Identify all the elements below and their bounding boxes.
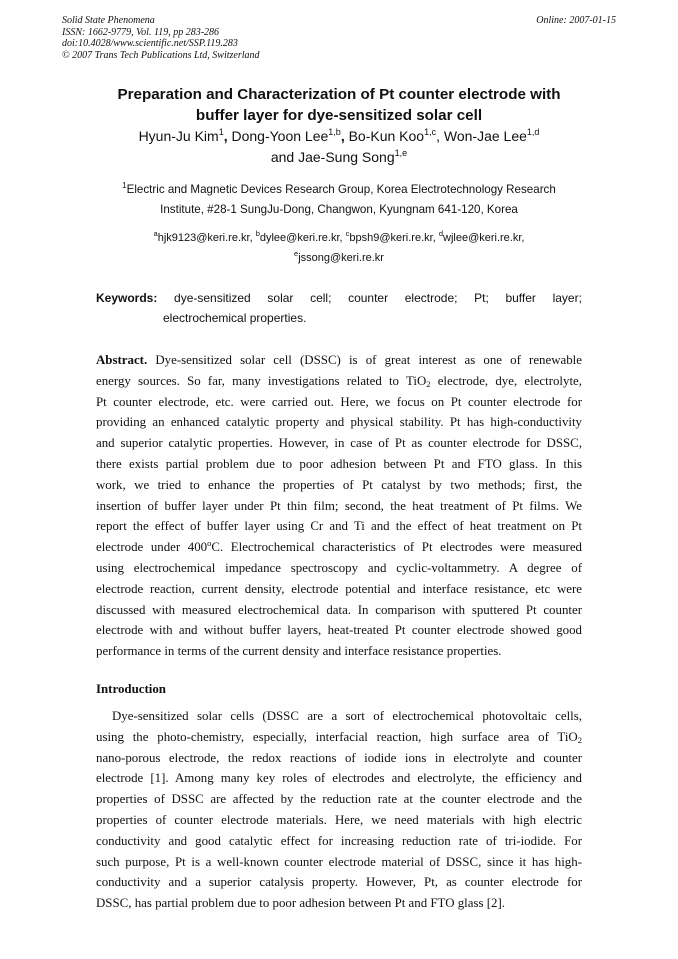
abstract bbox=[96, 350, 582, 662]
section-heading-introduction: Introduction bbox=[96, 682, 166, 696]
intro-line: electrode [1]. Among many key roles of electrodes and electrolyte, the efficiency and bbox=[96, 771, 582, 786]
abstract-line: and superior catalytic properties. However, in case of Pt as counter electrode for DSSC, bbox=[96, 436, 582, 451]
abstract-line: electrode under 400 bbox=[96, 540, 208, 555]
author-sup: 1,c bbox=[424, 127, 437, 137]
email-link[interactable]: wjlee@keri.re.kr, bbox=[443, 232, 525, 244]
email-list bbox=[62, 228, 616, 268]
keyword-word: dye-sensitized bbox=[174, 291, 251, 305]
introduction-body bbox=[96, 706, 582, 914]
author-list: Hyun-Ju Kim$^1$, Dong-Yoon Lee$^{1,b}$, Bo-Kun Koo$^{1,c}$, Won-Jae Lee$^{1,d}$ and Jae-Sung Song$^{1,e}$ bbox=[138, 127, 540, 165]
abstract-label: Abstract. bbox=[96, 353, 148, 367]
abstract-line: report the effect of buffer layer using Cr and Ti and the effect of heat treatment on Pt bbox=[96, 519, 582, 534]
affiliation-sup: 1 bbox=[122, 181, 127, 190]
author-name: Hyun-Ju Kim bbox=[138, 128, 219, 144]
keywords-label: Keywords: bbox=[96, 291, 158, 305]
keyword-word: cell; bbox=[310, 291, 332, 305]
journal-name: Solid State Phenomena bbox=[62, 15, 155, 26]
title-line-2: buffer layer for dye-sensitized solar cell bbox=[195, 107, 483, 124]
author-name: Won-Jae Lee bbox=[443, 128, 527, 144]
email-link[interactable]: hjk9123@keri.re.kr, bbox=[157, 232, 253, 244]
doi-line: doi:10.4028/www.scientific.net/SSP.119.283 bbox=[62, 38, 238, 49]
keyword-word: electrode; bbox=[404, 291, 458, 305]
abstract-line: Dye-sensitized solar cell (DSSC) is of great interest as one of renewable bbox=[155, 353, 582, 367]
affiliation-line-1: Electric and Magnetic Devices Research Group, Korea Electrotechnology Research bbox=[126, 183, 556, 196]
abstract-line: C. Electrochemical characteristics of Pt electrodes were measured bbox=[211, 540, 582, 555]
author-name: Dong-Yoon Lee bbox=[231, 128, 329, 144]
subscript: 2 bbox=[577, 734, 582, 745]
keyword-word: counter bbox=[348, 291, 389, 305]
superscript: o bbox=[207, 538, 212, 549]
abstract-line: Pt counter electrode, etc. were carried out. Here, we focus on Pt counter electrode for bbox=[96, 394, 582, 409]
intro-line: nano-porous electrode, the redox reactions of iodide ions in electrolyte and counter bbox=[96, 750, 582, 765]
email-sup: a bbox=[153, 229, 158, 238]
affiliation bbox=[62, 180, 616, 220]
online-date: Online: 2007-01-15 bbox=[536, 15, 616, 26]
abstract-line: electrode reaction, current density, electrode potential and interface resistance, etc were bbox=[96, 581, 582, 596]
intro-line: using the photo-chemistry, especially, interfacial reaction, high surface area of TiO bbox=[96, 729, 578, 744]
abstract-line: electrode, dye, electrolyte, bbox=[430, 373, 582, 388]
keyword-word: layer; bbox=[552, 291, 582, 305]
abstract-line: insertion of buffer layer under Pt thin film; second, the heat treatment of Pt films. We bbox=[96, 498, 582, 513]
title-line-1: Preparation and Characterization of Pt counter electrode with bbox=[117, 86, 561, 103]
email-link[interactable]: bpsh9@keri.re.kr, bbox=[349, 232, 436, 244]
keywords-line-2: electrochemical properties. bbox=[163, 311, 307, 325]
intro-line: DSSC, has partial problem due to poor adhesion between Pt and FTO glass [2]. bbox=[96, 896, 505, 911]
keyword-word: Pt; bbox=[474, 291, 489, 305]
author-name: Jae-Sung Song bbox=[298, 149, 395, 165]
intro-line: Dye-sensitized solar cells (DSSC are a sort of electrochemical photovoltaic cells, bbox=[112, 709, 582, 723]
subscript: 2 bbox=[426, 378, 431, 389]
author-sup: 1,d bbox=[526, 127, 540, 137]
author-sup: 1,e bbox=[394, 148, 408, 158]
abstract-line: there exists partial problem due to poor adhesion between Pt and FTO glass. In this bbox=[96, 456, 582, 471]
email-sup: e bbox=[294, 249, 299, 258]
abstract-line: providing an enhanced catalytic property and physical stability. Pt has high-conductivity bbox=[96, 415, 582, 430]
intro-line: conductivity and good catalytic effect for increasing reduction rate of tri-iodide. For bbox=[96, 833, 582, 848]
keyword-word: buffer bbox=[505, 291, 536, 305]
email-sup: d bbox=[438, 229, 443, 238]
email-link[interactable]: dylee@keri.re.kr, bbox=[259, 232, 343, 244]
abstract-line: energy sources. So far, many investigations related to TiO bbox=[96, 373, 427, 388]
keyword-word: solar bbox=[267, 291, 294, 305]
intro-line: conductivity and a superior catalysis property. However, Pt, as counter electrode for bbox=[96, 875, 582, 890]
email-sup: c bbox=[345, 229, 350, 238]
copyright-line: © 2007 Trans Tech Publications Ltd, Switzerland bbox=[62, 49, 260, 61]
intro-line: properties of DSSC are affected by the reduction rate at the counter electrode and the bbox=[96, 792, 582, 807]
abstract-line: work, we tried to enhance the properties of Pt catalyst by two methods; first, the bbox=[96, 477, 582, 492]
issn-line: ISSN: 1662-9779, Vol. 119, pp 283-286 bbox=[62, 26, 220, 38]
abstract-line: using electrochemical impedance spectroscopy and cyclic-voltammetry. A degree of bbox=[96, 560, 582, 575]
author-sup: 1,b bbox=[328, 127, 341, 137]
abstract-line: discussed with measured electrochemical data. In comparison with sputtered Pt counter bbox=[96, 602, 582, 617]
affiliation-line-2: Institute, #28-1 SungJu-Dong, Changwon, Kyungnam 641-120, Korea bbox=[160, 203, 518, 216]
abstract-line: electrode with and without buffer layers, heat-treated Pt counter electrode showed good bbox=[96, 623, 582, 638]
author-name: Bo-Kun Koo bbox=[348, 128, 425, 144]
paper-title bbox=[62, 84, 616, 126]
email-link[interactable]: jssong@keri.re.kr bbox=[298, 252, 384, 264]
running-header bbox=[62, 15, 616, 61]
intro-line: such purpose, Pt is a well-known counter electrode material of DSSC, since it has high- bbox=[96, 854, 582, 869]
author-conjunction: and bbox=[270, 149, 295, 165]
author-sup: 1 bbox=[218, 127, 224, 137]
abstract-line: performance in terms of the current density and interface resistance properties. bbox=[96, 644, 502, 659]
email-sup: b bbox=[255, 229, 260, 238]
keywords bbox=[96, 288, 582, 328]
intro-line: properties of counter electrode materials. Here, we need materials with high electric bbox=[96, 812, 582, 827]
